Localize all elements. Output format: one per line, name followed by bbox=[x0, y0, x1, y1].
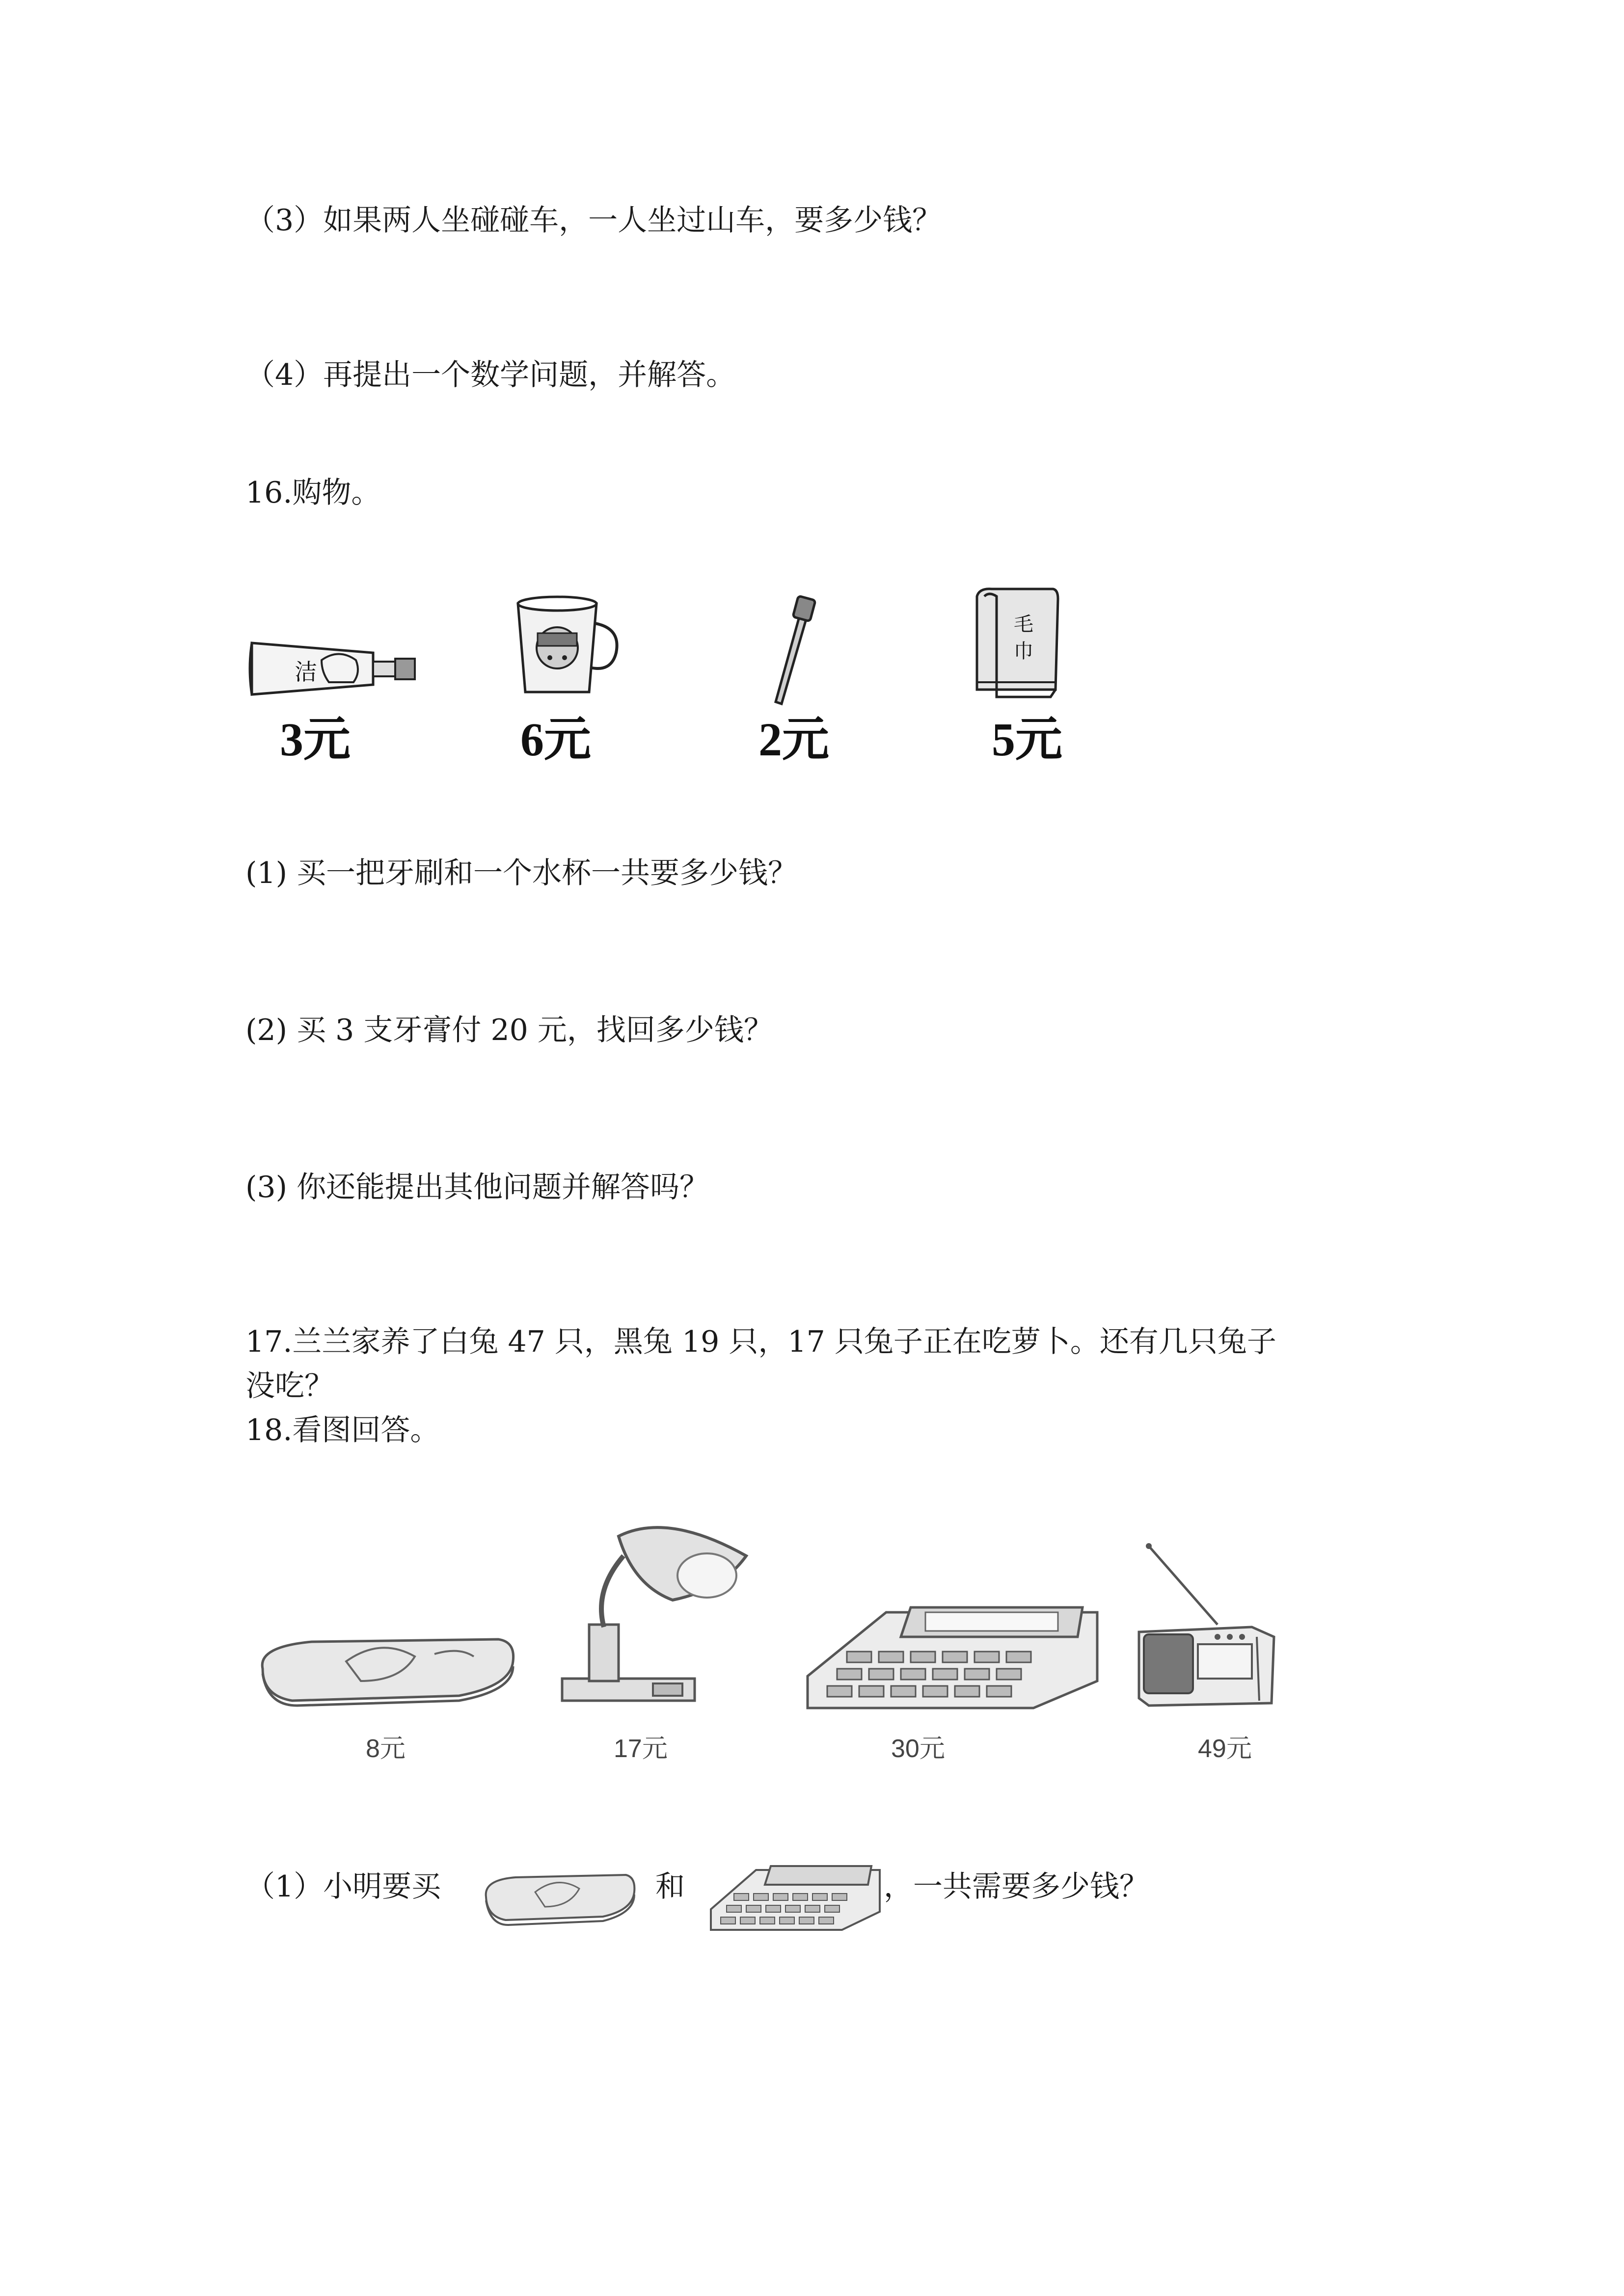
question-18-1-part-c: ，一共需要多少钱？ bbox=[884, 1869, 1149, 1904]
calculator-icon bbox=[803, 1598, 1102, 1713]
question-16-3: (3) 你还能提出其他问题并解答吗？ bbox=[245, 1170, 709, 1204]
cup-price: 6元 bbox=[520, 713, 591, 766]
question-15-3: （3）如果两人坐碰碰车，一人坐过山车，要多少钱？ bbox=[245, 203, 942, 238]
question-16-1: (1) 买一把牙刷和一个水杯一共要多少钱？ bbox=[245, 856, 798, 890]
question-16-2: (2) 买 3 支牙膏付 20 元，找回多少钱？ bbox=[245, 1013, 773, 1047]
calculator-price: 30元 bbox=[891, 1735, 945, 1763]
question-18-1-part-b: 和 bbox=[655, 1869, 685, 1904]
svg-text:巾: 巾 bbox=[1014, 640, 1033, 663]
calculator-inline-icon bbox=[707, 1860, 884, 1934]
desk-lamp-icon bbox=[555, 1517, 761, 1713]
pencil-case-inline-icon bbox=[481, 1865, 638, 1929]
question-16-title: 16.购物。 bbox=[245, 476, 381, 510]
radio-icon bbox=[1134, 1536, 1281, 1713]
towel-icon bbox=[970, 584, 1068, 707]
question-18-title: 18.看图回答。 bbox=[245, 1413, 440, 1447]
question-17-line2: 没吃？ bbox=[245, 1369, 334, 1403]
cup-icon bbox=[511, 594, 623, 702]
toothbrush-icon bbox=[766, 594, 825, 707]
desk-lamp-price: 17元 bbox=[614, 1735, 668, 1763]
question-18-1-part-a: （1）小明要买 bbox=[245, 1869, 441, 1904]
towel-price: 5元 bbox=[992, 713, 1062, 766]
svg-text:洁: 洁 bbox=[295, 659, 317, 685]
question-17-line1: 17.兰兰家养了白兔 47 只，黑兔 19 只，17 只兔子正在吃萝卜。还有几只兔子 bbox=[245, 1325, 1276, 1359]
svg-text:毛: 毛 bbox=[1014, 613, 1033, 636]
toothpaste-icon bbox=[248, 633, 420, 702]
toothpaste-price: 3元 bbox=[280, 713, 351, 766]
pencil-case-price: 8元 bbox=[366, 1735, 406, 1763]
radio-price: 49元 bbox=[1198, 1735, 1252, 1763]
pencil-case-icon bbox=[253, 1627, 518, 1710]
question-15-4: （4）再提出一个数学问题，并解答。 bbox=[245, 358, 736, 392]
toothbrush-price: 2元 bbox=[758, 713, 829, 766]
